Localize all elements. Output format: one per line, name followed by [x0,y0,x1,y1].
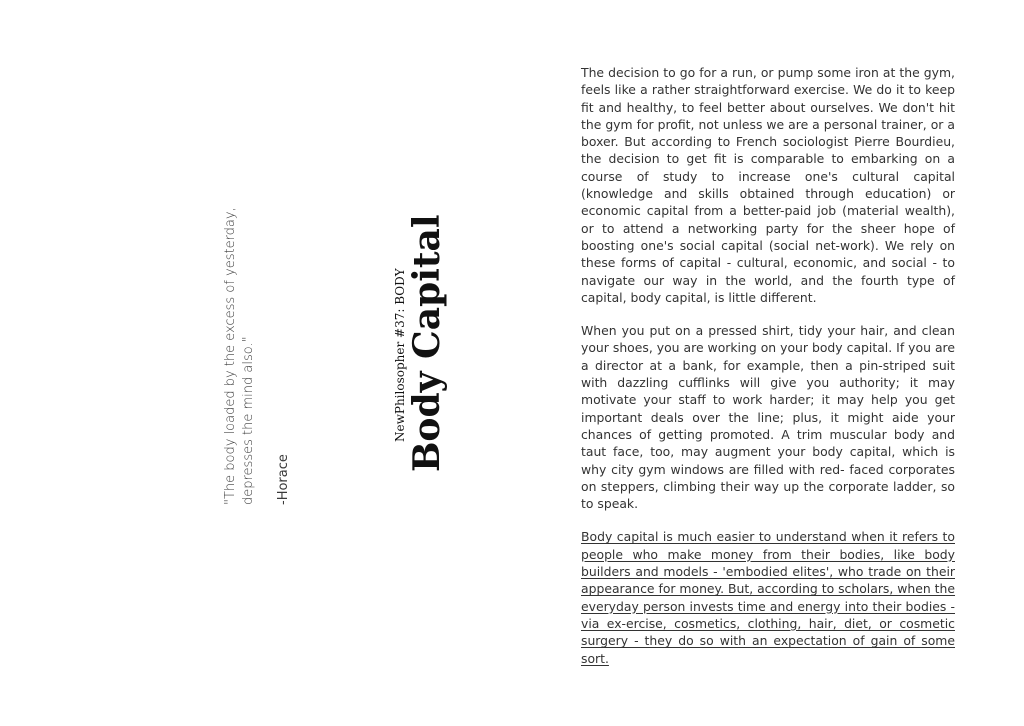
quote-author: -Horace [276,454,291,505]
article-paragraph-2: When you put on a pressed shirt, tidy your hair, and clean your shoes, you are working on your body capital. If you are a director at a bank, for example, then a pin-striped suit with dazzling cufflinks will give you authority; it may motivate your staff to work harder; it may help you get important deals over the line; plus, it might aide your chances of getting promoted. A trim muscular body and taut face, too, may augment your body capital, which is why city gym windows are filled with red- faced corporates on steppers, climbing their way up the corporate ladder, so to speak. [581,323,955,512]
page-title: Body Capital [406,214,448,472]
article-body [581,64,955,683]
magazine-subtitle: NewPhilosopher #37: BODY [393,268,407,442]
quote-line-2: depresses the mind also." [241,336,256,505]
epigraph-quote [222,207,258,505]
article-paragraph-3: Body capital is much easier to understand when it refers to people who make money from their bodies, like body builders and models - 'embodied elites', who trade on their appearance for money. But, according to scholars, when the everyday person invests time and energy into their bodies - via ex-ercise, cosmetics, clothing, hair, diet, or cosmetic surgery - they do so with an expectation of gain of some sort. [581,529,956,666]
quote-line-1: "The body loaded by the excess of yesterday, [223,207,238,505]
article-paragraph-1: The decision to go for a run, or pump some iron at the gym, feels like a rather straightforward exercise. We do it to keep fit and healthy, to feel better about ourselves. We don't hit the gym for profit, not unless we are a personal trainer, or a boxer. But according to French sociologist Pierre Bourdieu, the decision to get fit is comparable to embarking on a course of study to increase one's cultural capital (knowledge and skills obtained through education) or economic capital from a better-paid job (material wealth), or to attend a networking party for the sheer hope of boosting one's social capital (social net-work). We rely on these forms of capital - cultural, economic, and social - to navigate our way in the world, and the fourth type of capital, body capital, is little different. [581,65,955,305]
